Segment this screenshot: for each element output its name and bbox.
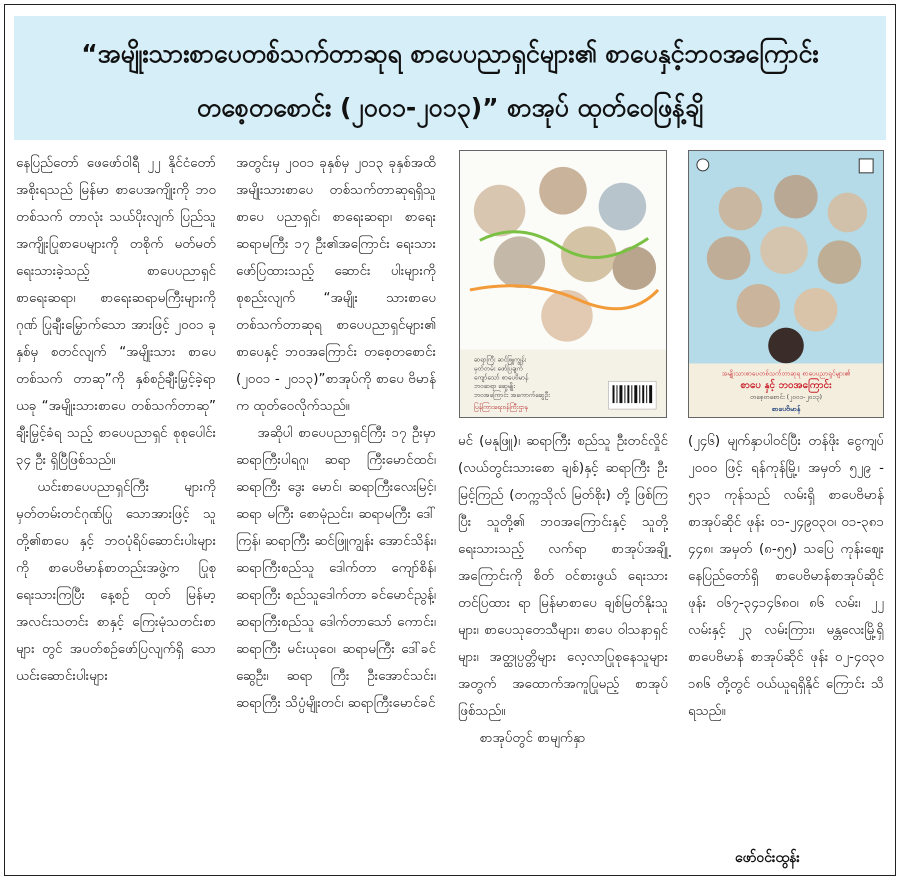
portrait-icon <box>541 290 593 342</box>
book-back-name: ဘဝအကြောင်း အကောက်ဆွေဦး <box>473 391 550 400</box>
book-back-name: မှတ်တမ်း ဖော်ပြချက် <box>473 364 523 373</box>
book-back-name: ဘဝဆရာ ဆွေမျိုး <box>473 382 515 391</box>
paragraph: အဆိုပါ စာပေပညာရှင်ကြီး ၁၇ ဦးမှာ ဆရာကြီးပါရဂူ၊ ဆရာ ကြီးမောင်ထင်၊ ဆရာကြီး ဒွေး မောင်၊ ဆရာကြီးလေးမြင့်၊ ဆရာ မကြီး စောမုံညင်း၊ ဆရာမကြီး ဒေါ်ကြန်၊ ဆရာကြီး ဆင်ဖြူကျွန်း အောင်သိန်း၊ ဆရာကြီးစည်သူ ဒေါက်တာ ကျော်စိန်၊ ဆရာကြီး စည်သူဒေါက်တာ ခင်မောင်ညွန့်၊ ဆရာကြီးစည်သူ ဒေါက်တာသော် ကောင်း၊ ဆရာကြီး မင်းယုဝေ၊ ဆရာမကြီး ဒေါ်ခင်ဆွေဦး၊ ဆရာ ကြီး ဦးအောင်သင်း၊ ဆရာကြီး သိပ္ပံမျိုးတင်၊ ဆရာကြီးမောင်ခင် <box>236 426 436 711</box>
article-column-2 <box>236 150 436 717</box>
portrait-icon <box>760 226 808 274</box>
book-front-title-2: စာပေ နှင့် ဘဝအကြောင်း <box>740 380 832 392</box>
book-back-cover-image <box>459 150 667 418</box>
portrait-icon <box>768 328 804 364</box>
book-front-publisher: စာပေဗိမာန် <box>771 405 801 414</box>
paragraph: မင် (မနုဖြူ)၊ ဆရာကြီး စည်သူ ဦးတင်လှိုင် (လယ်တွင်းသားစော ချစ်)နှင့် ဆရာကြီး ဦးမြင့်ကြည် (တက္ကသိုလ် မြတ်စိုး) တို့ ဖြစ်ကြ ပြီး သူတို့၏ ဘဝအကြောင်းနှင့် သူတို့ရေးသားသည့် လက်ရာ စာအုပ်အချို့အကြောင်းကို စိတ် ဝင်စားဖွယ် ရေးသားတင်ပြထား ရာ မြန်မာစာပေ ချစ်မြတ်နိုးသူ များ၊ စာပေသုတေသီများ၊ စာပေ ဝါသနာရှင်များ၊ အတ္ထုပ္ပတ္တိများ လေ့လာပြုစုနေသူများအတွက် အထောက်အကူပြုမည့် စာအုပ် ဖြစ်သည်။ <box>458 434 668 719</box>
publisher-logo-icon <box>859 159 873 173</box>
book-front-subtitle: တစေ့တစောင်း (၂၀၀၁-၂၀၁၃) <box>750 393 822 402</box>
portrait-icon <box>539 167 587 215</box>
paragraph: စာအုပ်တွင် စာမျက်နှာ <box>479 731 586 746</box>
portrait-icon <box>737 284 781 328</box>
portrait-icon <box>794 288 838 332</box>
paragraph: ယင်းစာပေပညာရှင်ကြီး များကို မှတ်တမ်းတင်ဂုဏ်ပြု သောအားဖြင့် သူတို့၏စာပေ နှင့် ဘဝပုံရိပ်ဆောင်းပါးများကို စာပေဗိမာန်စာတည်းအဖွဲ့က ပြုစုရေးသားကြပြီး နေ့စဉ် ထုတ် မြန်မာ့အလင်းသတင်း စာနှင့် ကြေးမုံသတင်းစာများ တွင် အပတ်စဉ်ဖော်ပြလျက်ရှိ သော ယင်းဆောင်းပါးများ <box>16 480 216 684</box>
paragraph: (၂၄၆) မျက်နှာပါဝင်ပြီး တန်ဖိုး ငွေကျပ် ၂၀၀၀ ဖြင့် ရန်ကုန်မြို့၊ အမှတ် ၅၂၉ - ၅၃၁ ကုန်သည် လမ်းရှိ စာပေဗိမာန်စာအုပ်ဆိုင် ဖုန်း ၀၁-၂၄၉၀၃၀၊ ၀၁-၃၈၁ ၄၄၈၊ အမှတ် (၈-၅၅) သပြေ ကုန်းဈေး နေပြည်တော်ရှိ စာပေဗိမာန်စာအုပ်ဆိုင် ဖုန်း ၀၆၇-၃၄၁၄၆၈၀၊ ၈၆ လမ်း၊ ၂၂ လမ်းနှင့် ၂၃ လမ်းကြား၊ မန္တလေးမြို့ရှိ စာပေဗိမာန် စာအုပ်ဆိုင် ဖုန်း ၀၂-၄၀၃၀ ၁၈၆ တို့တွင် ဝယ်ယူရရှိနိုင် ကြောင်း သိရသည်။ <box>688 434 884 719</box>
portrait-icon <box>707 236 751 280</box>
article-column-3 <box>458 428 668 752</box>
paragraph: နေပြည်တော် ဖေဖော်ဝါရီ ၂၂ နိုင်ငံတော်အစိုးရသည် မြန်မာ စာပေအကျိုးကို ဘဝတစ်သက် တာလုံး သယ်ပိုးလျက် ပြည်သူ အကျိုးပြုစာပေများကို တစိုက် မတ်မတ် ရေးသားခဲ့သည့် စာပေပညာရှင် စာရေးဆရာ၊ စာရေးဆရာမကြီးများကို ဂုဏ် ပြုချီးမြှောက်သော အားဖြင့် ၂၀၀၁ ခုနှစ်မှ စတင်လျက် “အမျိုးသား စာပေတစ်သက် တာဆု”ကို နှစ်စဉ်ချီးမြှင့်ခဲ့ရာ ယခု “အမျိုးသားစာပေ တစ်သက်တာဆု” ချီးမြှင့်ခံရ သည့် စာပေပညာရှင် စုစုပေါင်း ၃၄ ဦး ရှိပြီဖြစ်သည်။ <box>16 156 216 468</box>
portrait-icon <box>828 193 868 233</box>
book-front-cover-image <box>688 150 884 418</box>
article-column-4 <box>688 428 884 725</box>
author-signoff: ဖော်ဝင်းထွန်း <box>735 850 800 866</box>
emblem-icon <box>697 159 709 171</box>
book-back-footer: ပြန်ကြားရေးဝန်ကြီးဌာန <box>473 403 528 412</box>
headline-banner <box>14 16 886 140</box>
portrait-icon <box>818 240 862 284</box>
portrait-icon <box>494 236 546 288</box>
book-back-name: ဆရာကြီး ဆင်ဖြူကျွန်း <box>473 355 527 364</box>
book-back-name: ကျော်သော် စာပေဗိမာန် <box>473 373 529 382</box>
barcode-icon <box>609 381 657 409</box>
portrait-icon <box>719 187 763 231</box>
book-front-title-1: အမျိုးသားစာပေတစ်သက်တာဆုရ စာပေပညာရှင်များ၏ <box>721 369 851 378</box>
paragraph: အတွင်းမှ ၂၀၀၁ ခုနှစ်မှ ၂၀၁၃ ခုနှစ်အထိ အမျိုးသားစာပေ တစ်သက်တာဆုရရှိသူ စာပေ ပညာရှင်၊ စာရေးဆရာ၊ စာရေး ဆရာမကြီး ၁၇ ဦး၏အကြောင်း ရေးသားဖော်ပြထားသည့် ဆောင်း ပါးများကို စုစည်းလျက် “အမျိုး သားစာပေ တစ်သက်တာဆုရ စာပေပညာရှင်များ၏ စာပေနှင့် ဘဝအကြောင်း တစေ့တစောင်း (၂၀၀၁ - ၂၀၁၃)”စာအုပ်ကို စာပေ ဗိမာန်က ထုတ်ဝေလိုက်သည်။ <box>236 156 436 414</box>
portrait-icon <box>599 183 647 231</box>
article-column-1 <box>16 150 216 690</box>
portrait-icon <box>774 175 818 219</box>
headline-line-1: “အမျိုးသားစာပေတစ်သက်တာဆုရ စာပေပညာရှင်များ၏ စာပေနှင့်ဘဝအကြောင်း <box>81 39 819 68</box>
headline-line-2: တစေ့တစောင်း (၂၀၀၁-၂၀၁၃)” စာအုပ် ထုတ်ဝေဖြန့်ချိ <box>196 93 704 122</box>
portrait-icon <box>561 226 616 282</box>
portrait-icon <box>474 185 525 237</box>
